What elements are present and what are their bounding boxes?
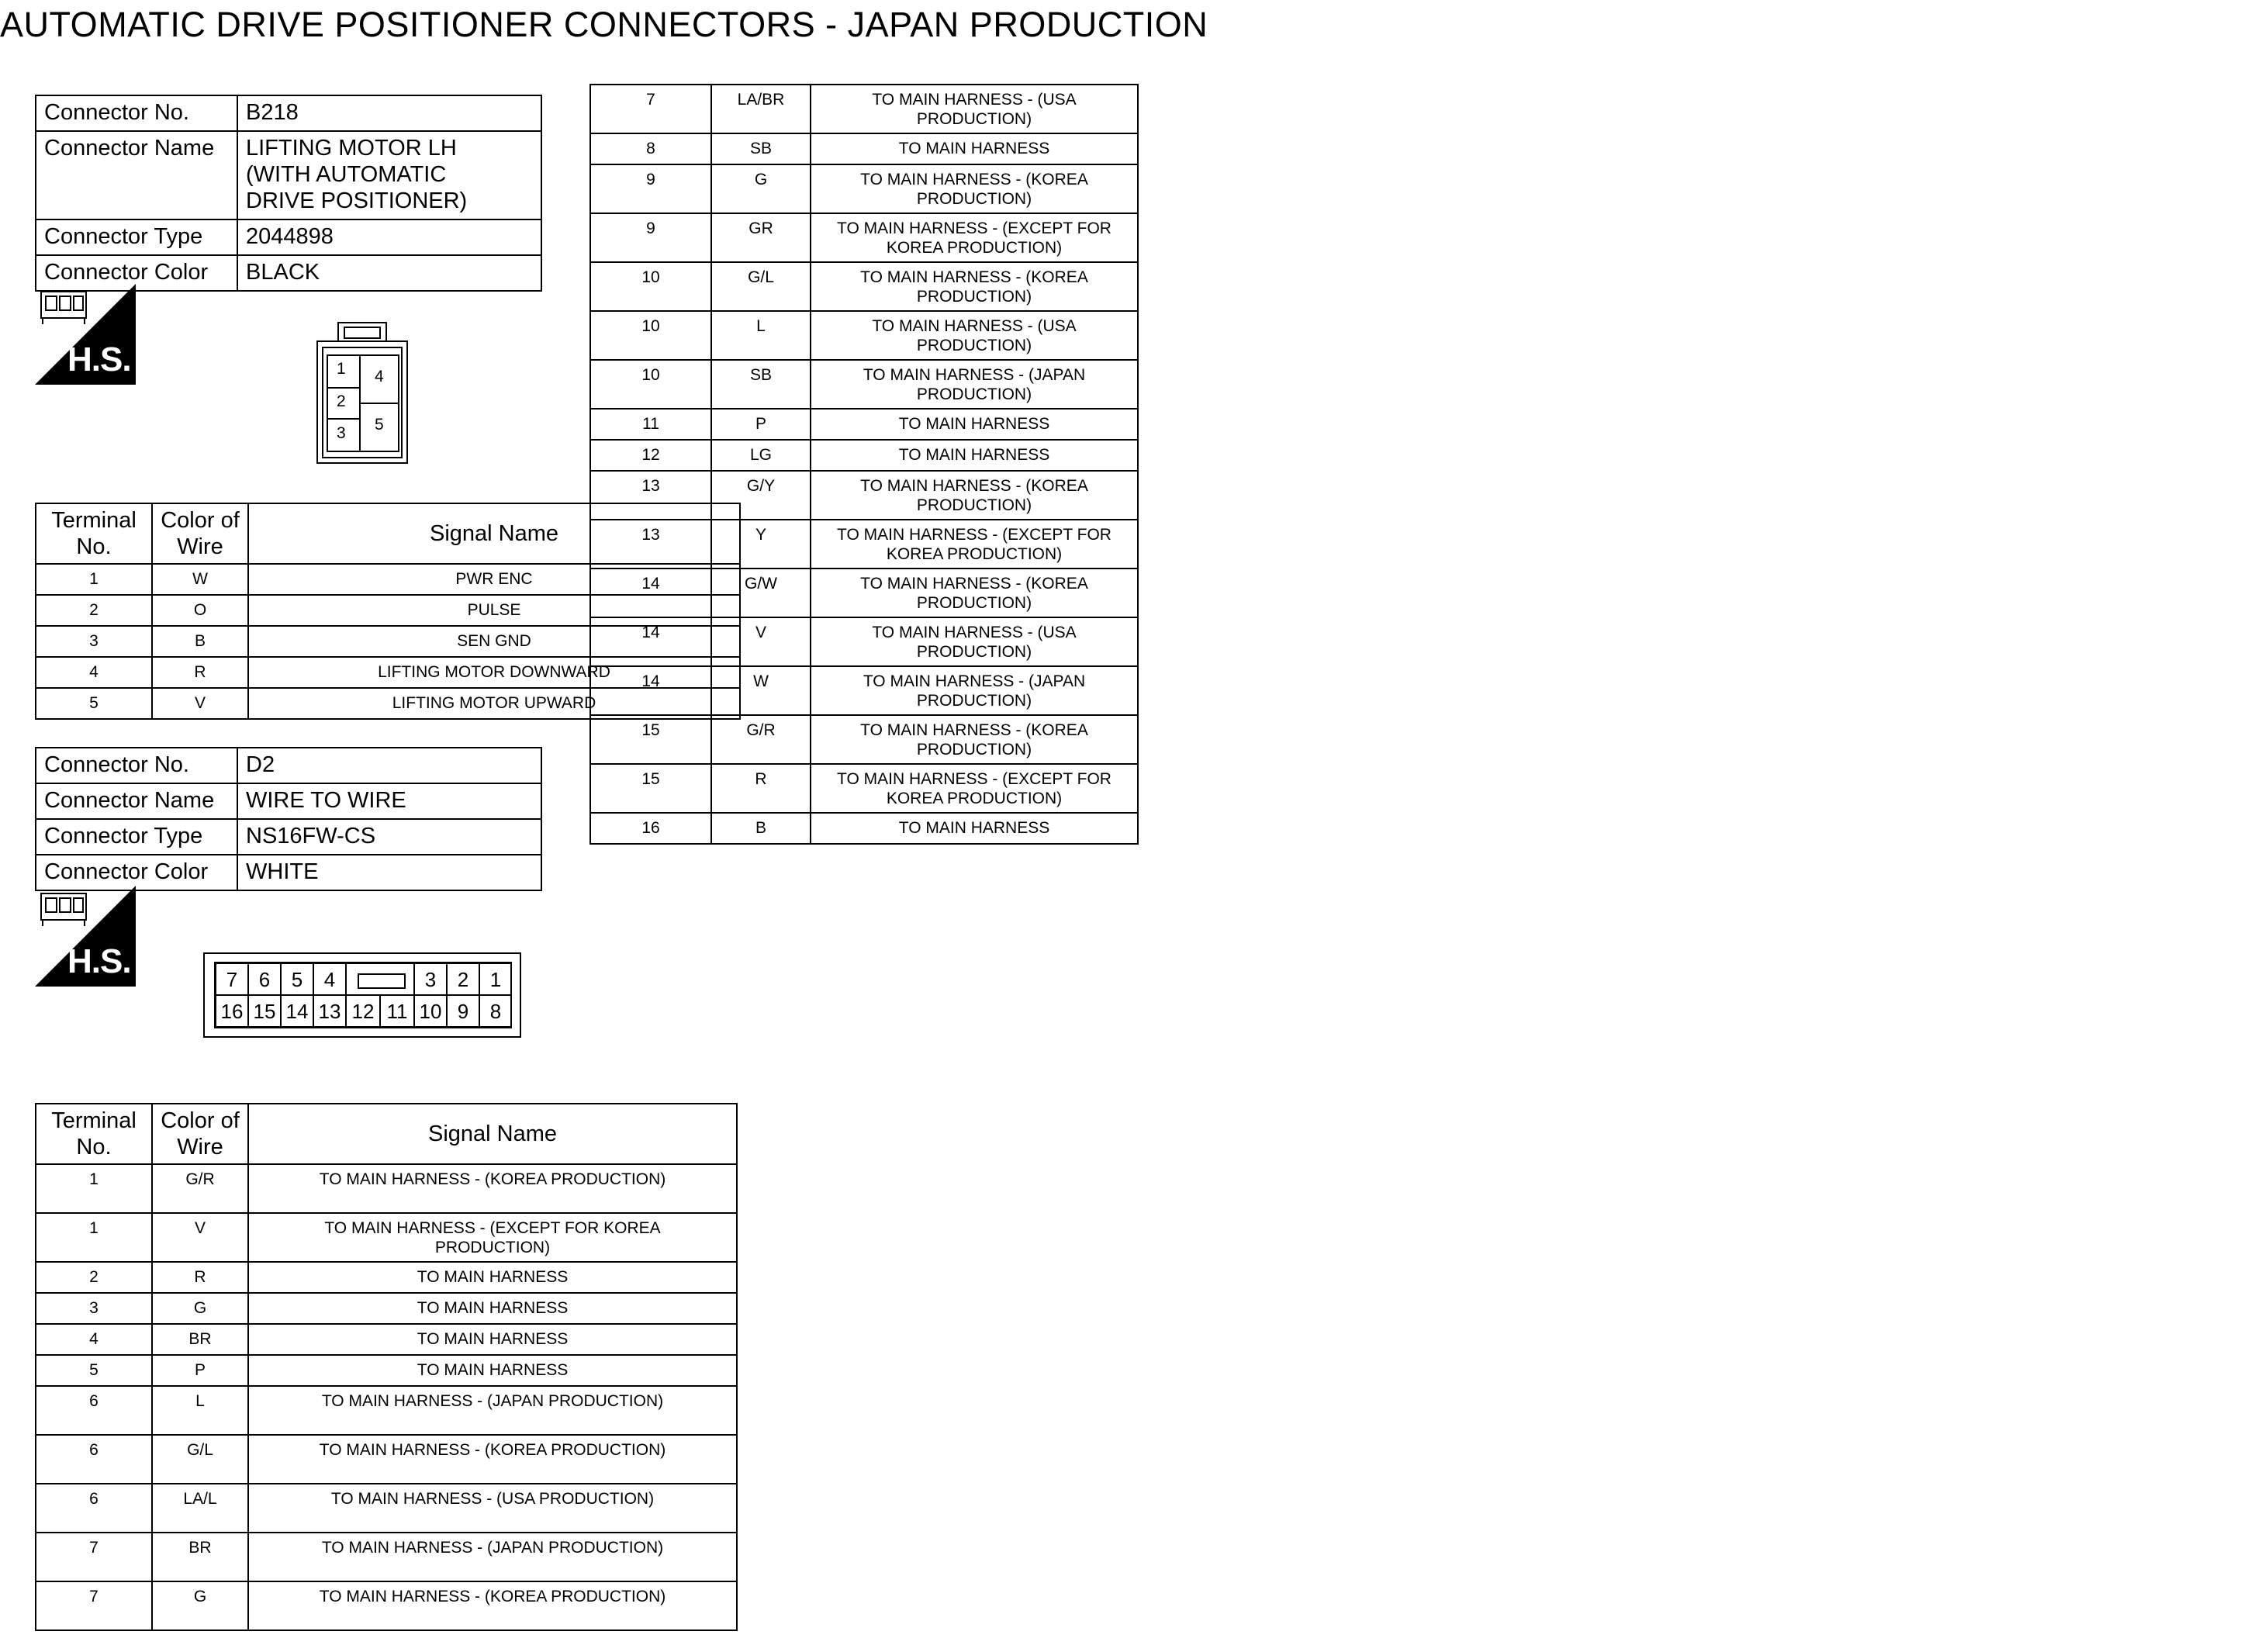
- wire-color: BR: [152, 1533, 248, 1581]
- signal-name: TO MAIN HARNESS - (KOREA PRODUCTION): [811, 262, 1138, 311]
- terminal-no: 7: [36, 1533, 152, 1581]
- b218-info-table: [35, 95, 542, 292]
- table-row: [36, 1293, 737, 1324]
- wire-color: R: [711, 764, 811, 813]
- signal-name: TO MAIN HARNESS - (EXCEPT FOR KOREA PRODUCTION): [811, 764, 1138, 813]
- wire-color: R: [152, 657, 248, 688]
- pin-cell: 14: [281, 995, 313, 1027]
- wire-color: G: [152, 1293, 248, 1324]
- lock-tab-icon: [358, 973, 406, 989]
- connector-lock-slot: [346, 963, 414, 995]
- wire-color: Y: [711, 520, 811, 569]
- pin-cell: 13: [313, 995, 346, 1027]
- signal-name: TO MAIN HARNESS - (KOREA PRODUCTION): [811, 471, 1138, 520]
- d2-info-table: [35, 747, 542, 891]
- page-title: AUTOMATIC DRIVE POSITIONER CONNECTORS - JAPAN PRODUCTION: [0, 5, 1208, 44]
- signal-name: TO MAIN HARNESS - (KOREA PRODUCTION): [811, 715, 1138, 764]
- terminal-no: 4: [36, 1324, 152, 1355]
- harness-side-badge: [35, 886, 136, 987]
- pin-cell: 12: [346, 995, 380, 1027]
- table-row: [590, 262, 1138, 311]
- table-row: [590, 213, 1138, 262]
- wire-color: G/R: [152, 1164, 248, 1213]
- table-row: [590, 360, 1138, 409]
- info-key: Connector Type: [36, 219, 237, 255]
- pin-label: 4: [375, 368, 384, 385]
- pin-cell: 1: [479, 963, 512, 995]
- table-row: [590, 164, 1138, 213]
- table-row: [36, 1533, 737, 1581]
- pin-cell: 7: [216, 963, 248, 995]
- terminal-no: 9: [590, 213, 711, 262]
- terminal-no: 7: [36, 1581, 152, 1630]
- terminal-no: 6: [36, 1386, 152, 1435]
- terminal-no: 13: [590, 471, 711, 520]
- terminal-no: 7: [590, 85, 711, 133]
- table-row: [36, 1164, 737, 1213]
- terminal-no: 8: [590, 133, 711, 164]
- info-key: Connector Name: [36, 131, 237, 219]
- d2-connector-face: [203, 952, 521, 1038]
- terminal-no: 11: [590, 409, 711, 440]
- signal-name: TO MAIN HARNESS - (KOREA PRODUCTION): [248, 1164, 737, 1213]
- table-row: [590, 85, 1138, 133]
- signal-name: TO MAIN HARNESS - (JAPAN PRODUCTION): [811, 666, 1138, 715]
- table-row: [590, 440, 1138, 471]
- table-row: [590, 569, 1138, 617]
- signal-name: TO MAIN HARNESS - (USA PRODUCTION): [811, 311, 1138, 360]
- terminal-no: 14: [590, 666, 711, 715]
- signal-name: SEN GND: [248, 626, 740, 657]
- wire-color: LG: [711, 440, 811, 471]
- b218-connector-face: [316, 321, 408, 464]
- table-row: [36, 1484, 737, 1533]
- wire-color: G: [152, 1581, 248, 1630]
- terminal-no: 5: [36, 688, 152, 719]
- signal-name: TO MAIN HARNESS - (JAPAN PRODUCTION): [248, 1386, 737, 1435]
- signal-name: TO MAIN HARNESS - (EXCEPT FOR KOREA PRODUCTION): [811, 520, 1138, 569]
- info-row: [36, 819, 541, 855]
- terminal-no: 1: [36, 1213, 152, 1262]
- info-value: WIRE TO WIRE: [237, 783, 541, 819]
- pin-cell: 8: [479, 995, 512, 1027]
- header-terminal-no: Terminal No.: [36, 503, 152, 564]
- header-color-of-wire: Color of Wire: [152, 1104, 248, 1164]
- terminal-no: 10: [590, 262, 711, 311]
- pin-cell: 10: [414, 995, 447, 1027]
- wire-color: G/R: [711, 715, 811, 764]
- table-row: [36, 1324, 737, 1355]
- pin-cell: 3: [414, 963, 447, 995]
- wire-color: B: [152, 626, 248, 657]
- d2-terminal-table-continued: [589, 84, 1139, 845]
- terminal-no: 4: [36, 657, 152, 688]
- signal-name: TO MAIN HARNESS: [248, 1293, 737, 1324]
- wire-color: LA/BR: [711, 85, 811, 133]
- wire-color: SB: [711, 133, 811, 164]
- terminal-no: 16: [590, 813, 711, 844]
- pin-cell: 11: [380, 995, 414, 1027]
- signal-name: TO MAIN HARNESS - (EXCEPT FOR KOREA PRODUCTION): [248, 1213, 737, 1262]
- signal-name: TO MAIN HARNESS - (USA PRODUCTION): [248, 1484, 737, 1533]
- terminal-no: 9: [590, 164, 711, 213]
- wire-color: O: [152, 595, 248, 626]
- info-value: BLACK: [237, 255, 541, 291]
- table-row: [590, 133, 1138, 164]
- table-row: [590, 409, 1138, 440]
- table-row: [590, 764, 1138, 813]
- info-row: [36, 748, 541, 783]
- signal-name: TO MAIN HARNESS - (USA PRODUCTION): [811, 85, 1138, 133]
- table-row: [590, 715, 1138, 764]
- hs-label: H.S.: [67, 942, 131, 980]
- pin-cell: 16: [216, 995, 248, 1027]
- table-row: [36, 1386, 737, 1435]
- table-row: [590, 520, 1138, 569]
- terminal-no: 15: [590, 715, 711, 764]
- info-key: Connector Color: [36, 855, 237, 890]
- table-row: [36, 1355, 737, 1386]
- wire-color: G/Y: [711, 471, 811, 520]
- signal-name: TO MAIN HARNESS: [248, 1324, 737, 1355]
- info-value: WHITE: [237, 855, 541, 890]
- wire-color: V: [152, 688, 248, 719]
- wire-color: GR: [711, 213, 811, 262]
- terminal-no: 14: [590, 617, 711, 666]
- terminal-no: 6: [36, 1435, 152, 1484]
- wire-color: G/L: [152, 1435, 248, 1484]
- terminal-no: 14: [590, 569, 711, 617]
- info-key: Connector No.: [36, 95, 237, 131]
- wire-color: R: [152, 1262, 248, 1293]
- terminal-no: 13: [590, 520, 711, 569]
- signal-name: TO MAIN HARNESS - (JAPAN PRODUCTION): [248, 1533, 737, 1581]
- terminal-no: 2: [36, 595, 152, 626]
- info-key: Connector Type: [36, 819, 237, 855]
- terminal-no: 15: [590, 764, 711, 813]
- pin-cell: 5: [281, 963, 313, 995]
- terminal-no: 3: [36, 626, 152, 657]
- signal-name: TO MAIN HARNESS: [248, 1355, 737, 1386]
- pin-cell: 15: [248, 995, 281, 1027]
- info-row: [36, 219, 541, 255]
- terminal-no: 12: [590, 440, 711, 471]
- wire-color: G: [711, 164, 811, 213]
- wire-color: SB: [711, 360, 811, 409]
- info-key: Connector No.: [36, 748, 237, 783]
- signal-name: TO MAIN HARNESS: [811, 409, 1138, 440]
- table-row: [590, 666, 1138, 715]
- table-row: [36, 1435, 737, 1484]
- wire-color: G/L: [711, 262, 811, 311]
- table-header-row: [36, 1104, 737, 1164]
- table-row: [36, 1581, 737, 1630]
- header-signal-name: Signal Name: [248, 1104, 737, 1164]
- terminal-no: 1: [36, 1164, 152, 1213]
- signal-name: TO MAIN HARNESS: [811, 440, 1138, 471]
- wire-color: BR: [152, 1324, 248, 1355]
- wire-color: V: [711, 617, 811, 666]
- signal-name: TO MAIN HARNESS - (KOREA PRODUCTION): [811, 164, 1138, 213]
- info-row: [36, 131, 541, 219]
- pin-cell: 4: [313, 963, 346, 995]
- info-value: 2044898: [237, 219, 541, 255]
- table-row: [36, 1213, 737, 1262]
- signal-name: LIFTING MOTOR DOWNWARD: [248, 657, 740, 688]
- wire-color: P: [711, 409, 811, 440]
- info-key: Connector Name: [36, 783, 237, 819]
- terminal-no: 3: [36, 1293, 152, 1324]
- wire-color: B: [711, 813, 811, 844]
- d2-connector-pin-grid: [214, 962, 512, 1028]
- wire-color: L: [711, 311, 811, 360]
- terminal-no: 10: [590, 311, 711, 360]
- pin-label: 3: [337, 424, 346, 442]
- signal-name: LIFTING MOTOR UPWARD: [248, 688, 740, 719]
- table-row: [590, 813, 1138, 844]
- signal-name: TO MAIN HARNESS - (KOREA PRODUCTION): [248, 1581, 737, 1630]
- harness-side-badge: [35, 284, 136, 385]
- table-row: [590, 311, 1138, 360]
- info-row: [36, 783, 541, 819]
- signal-name: PWR ENC: [248, 564, 740, 595]
- header-color-of-wire: Color of Wire: [152, 503, 248, 564]
- table-row: [590, 617, 1138, 666]
- pin-cell: 9: [447, 995, 479, 1027]
- terminal-no: 1: [36, 564, 152, 595]
- d2-terminal-table: [35, 1103, 738, 1631]
- signal-name: TO MAIN HARNESS - (KOREA PRODUCTION): [811, 569, 1138, 617]
- wire-color: L: [152, 1386, 248, 1435]
- pin-label: 5: [375, 416, 384, 434]
- signal-name: TO MAIN HARNESS: [248, 1262, 737, 1293]
- info-key: Connector Color: [36, 255, 237, 291]
- wire-color: W: [711, 666, 811, 715]
- signal-name: TO MAIN HARNESS - (EXCEPT FOR KOREA PRODUCTION): [811, 213, 1138, 262]
- signal-name: TO MAIN HARNESS: [811, 133, 1138, 164]
- header-signal-name: Signal Name: [248, 503, 740, 564]
- wire-color: LA/L: [152, 1484, 248, 1533]
- table-row: [590, 471, 1138, 520]
- pin-label: 2: [337, 392, 346, 410]
- wire-color: V: [152, 1213, 248, 1262]
- wire-color: W: [152, 564, 248, 595]
- info-value: LIFTING MOTOR LH (WITH AUTOMATIC DRIVE POSITIONER): [237, 131, 541, 219]
- terminal-no: 2: [36, 1262, 152, 1293]
- signal-name: TO MAIN HARNESS - (JAPAN PRODUCTION): [811, 360, 1138, 409]
- header-terminal-no: Terminal No.: [36, 1104, 152, 1164]
- wire-color: G/W: [711, 569, 811, 617]
- info-value: NS16FW-CS: [237, 819, 541, 855]
- hs-label: H.S.: [67, 340, 131, 378]
- pin-label: 1: [337, 360, 346, 378]
- info-value: D2: [237, 748, 541, 783]
- pin-cell: 6: [248, 963, 281, 995]
- info-row: [36, 95, 541, 131]
- terminal-no: 10: [590, 360, 711, 409]
- terminal-no: 5: [36, 1355, 152, 1386]
- table-row: [36, 1262, 737, 1293]
- signal-name: TO MAIN HARNESS: [811, 813, 1138, 844]
- signal-name: TO MAIN HARNESS - (KOREA PRODUCTION): [248, 1435, 737, 1484]
- terminal-no: 6: [36, 1484, 152, 1533]
- wire-color: P: [152, 1355, 248, 1386]
- signal-name: PULSE: [248, 595, 740, 626]
- signal-name: TO MAIN HARNESS - (USA PRODUCTION): [811, 617, 1138, 666]
- pin-cell: 2: [447, 963, 479, 995]
- connector-outline-icon: [316, 321, 408, 464]
- info-value: B218: [237, 95, 541, 131]
